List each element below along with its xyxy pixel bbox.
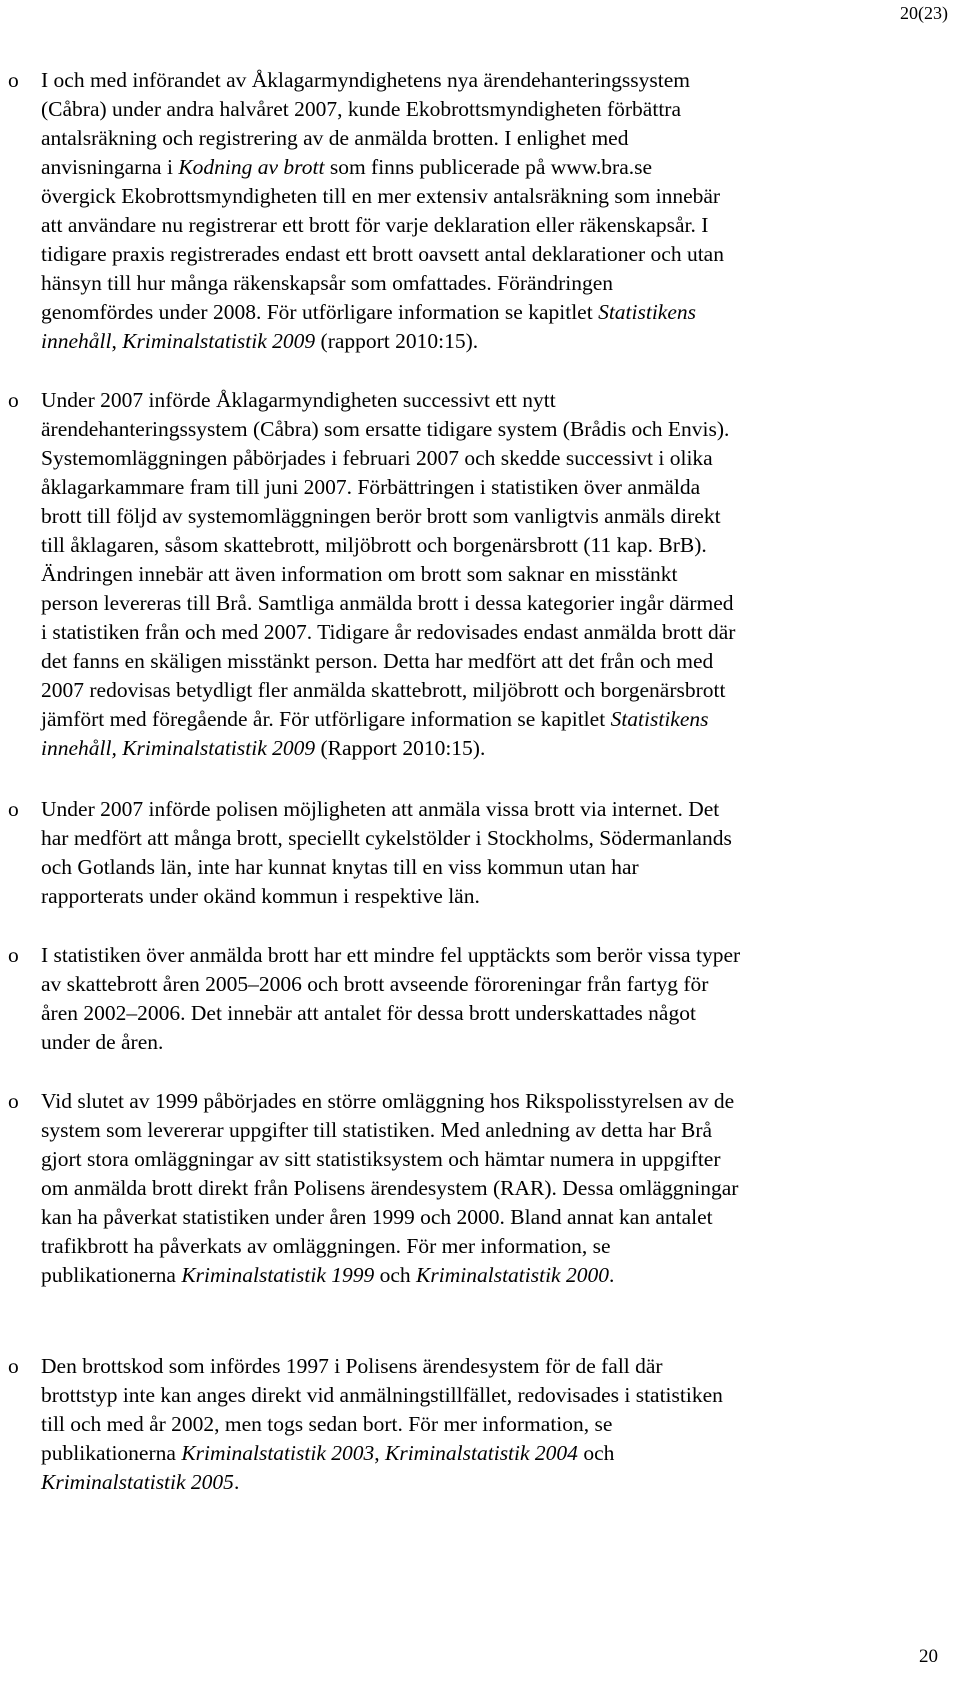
text-run: person levereras till Brå. Samtliga anmälda brott i dessa kategorier ingår därmed — [41, 591, 734, 615]
text-run: (rapport 2010:15). — [315, 329, 479, 353]
text-run: åklagarkammare fram till juni 2007. Förbättringen i statistiken över anmälda — [41, 475, 701, 499]
text-line — [41, 531, 953, 560]
bullet-marker: o — [8, 943, 19, 967]
italic-text: Kriminalstatistik 2005 — [41, 1470, 234, 1494]
text-line — [41, 1028, 953, 1057]
text-run: I statistiken över anmälda brott har ett mindre fel upptäckts som berör vissa typer — [41, 943, 741, 967]
text-run: under de åren. — [41, 1030, 164, 1054]
text-line — [41, 1145, 953, 1174]
text-line — [41, 211, 953, 240]
text-line — [41, 386, 953, 415]
text-line — [41, 734, 953, 763]
text-run: i statistiken från och med 2007. Tidigare år redovisades endast anmälda brott där — [41, 620, 736, 644]
text-run: I och med införandet av Åklagarmyndighetens nya ärendehanteringssystem — [41, 68, 690, 92]
bullet-text — [41, 386, 953, 763]
italic-text: Kriminalstatistik 2009 — [122, 329, 316, 353]
bullet-item-2 — [8, 386, 953, 763]
text-run: gjort stora omläggningar av sitt statistiksystem och hämtar numera in uppgifter — [41, 1147, 721, 1171]
italic-text: Kriminalstatistik 2004 — [385, 1441, 578, 1465]
text-line — [41, 327, 953, 356]
page-indicator: 20(23) — [900, 3, 948, 23]
text-line — [41, 1087, 953, 1116]
text-line — [41, 560, 953, 589]
text-line — [41, 269, 953, 298]
text-run: brott till följd av systemomläggningen berör brott som vanligtvis anmäls direkt — [41, 504, 721, 528]
italic-text: innehåll, Kriminalstatistik 2009 — [41, 736, 316, 760]
text-run: att användare nu registrerar ett brott för varje deklaration eller räkenskapsår. I — [41, 213, 709, 237]
text-run: om anmälda brott direkt från Polisens ärendesystem (RAR). Dessa omläggningar — [41, 1176, 739, 1200]
italic-text: Kriminalstatistik 2000 — [416, 1263, 609, 1287]
text-line — [41, 1410, 953, 1439]
text-run: . — [233, 1470, 240, 1494]
bullet-marker: o — [8, 797, 19, 821]
italic-text: Kriminalstatistik 2003 — [181, 1441, 375, 1465]
text-line — [41, 795, 953, 824]
text-line — [41, 182, 953, 211]
text-run: . — [608, 1263, 615, 1287]
italic-text: Statistikens — [598, 300, 697, 324]
italic-text: Kodning av brott — [178, 155, 325, 179]
text-run: Vid slutet av 1999 påbörjades en större omläggning hos Rikspolisstyrelsen av de — [41, 1089, 735, 1113]
text-run: åren 2002–2006. Det innebär att antalet för dessa brott underskattades något — [41, 1001, 696, 1025]
text-run: trafikbrott ha påverkats av omläggningen. För mer information, se — [41, 1234, 611, 1258]
bullet-text — [41, 1087, 953, 1290]
text-line — [41, 999, 953, 1028]
text-run: genomfördes under 2008. För utförligare information se kapitlet — [41, 300, 599, 324]
text-run: (Rapport 2010:15). — [315, 736, 486, 760]
text-line — [41, 618, 953, 647]
text-line — [41, 124, 953, 153]
text-line — [41, 1261, 953, 1290]
text-line — [41, 1439, 953, 1468]
text-line — [41, 298, 953, 327]
text-run: , — [374, 1441, 385, 1465]
text-line — [41, 444, 953, 473]
bullet-item-3 — [8, 795, 953, 911]
text-line — [41, 853, 953, 882]
text-line — [41, 66, 953, 95]
bullet-marker: o — [8, 1354, 19, 1378]
text-run: Den brottskod som infördes 1997 i Polisens ärendesystem för de fall där — [41, 1354, 663, 1378]
text-line — [41, 1174, 953, 1203]
text-line — [41, 589, 953, 618]
bullet-item-6 — [8, 1352, 953, 1497]
text-run: anvisningarna i — [41, 155, 179, 179]
bullet-text — [41, 941, 953, 1057]
text-run: brottstyp inte kan anges direkt vid anmälningstillfället, redovisades i statistiken — [41, 1383, 723, 1407]
text-run: Under 2007 införde polisen möjligheten att anmäla vissa brott via internet. Det — [41, 797, 720, 821]
text-line — [41, 882, 953, 911]
text-line — [41, 824, 953, 853]
text-run: Systemomläggningen påbörjades i februari 2007 och skedde successivt i olika — [41, 446, 713, 470]
text-run: övergick Ekobrottsmyndigheten till en mer extensiv antalsräkning som innebär — [41, 184, 721, 208]
text-run: har medfört att många brott, speciellt cykelstölder i Stockholms, Södermanlands — [41, 826, 732, 850]
text-run: antalsräkning och registrering av de anmälda brotten. I enlighet med — [41, 126, 629, 150]
text-run: av skattebrott åren 2005–2006 och brott avseende föroreningar från fartyg för — [41, 972, 709, 996]
bullet-text — [41, 1352, 953, 1497]
italic-text: Kriminalstatistik 1999 — [181, 1263, 375, 1287]
text-line — [41, 1232, 953, 1261]
text-run: , — [111, 329, 123, 353]
text-run: som finns publicerade på www.bra.se — [324, 155, 653, 179]
bullet-text — [41, 66, 953, 356]
text-run: Under 2007 införde Åklagarmyndigheten successivt ett nytt — [41, 388, 556, 412]
text-run: till åklagaren, såsom skattebrott, miljöbrott och borgenärsbrott (11 kap. BrB). — [41, 533, 707, 557]
text-line — [41, 647, 953, 676]
bullet-item-1 — [8, 66, 953, 356]
italic-text: innehåll — [41, 329, 112, 353]
text-line — [41, 705, 953, 734]
text-run: kan ha påverkat statistiken under åren 1999 och 2000. Bland annat kan antalet — [41, 1205, 713, 1229]
text-line — [41, 970, 953, 999]
text-run: till och med år 2002, men togs sedan bort. För mer information, se — [41, 1412, 613, 1436]
bullet-marker: o — [8, 388, 19, 412]
bullet-item-4 — [8, 941, 953, 1057]
text-run: (Cåbra) under andra halvåret 2007, kunde Ekobrottsmyndigheten förbättra — [41, 97, 682, 121]
text-line — [41, 240, 953, 269]
text-line — [41, 1352, 953, 1381]
text-line — [41, 941, 953, 970]
text-line — [41, 676, 953, 705]
text-line — [41, 1116, 953, 1145]
text-run: jämfört med föregående år. För utförligare information se kapitlet — [41, 707, 611, 731]
text-line — [41, 473, 953, 502]
text-run: och — [577, 1441, 615, 1465]
text-run: och — [374, 1263, 417, 1287]
text-line — [41, 95, 953, 124]
text-line — [41, 502, 953, 531]
text-run: publikationerna — [41, 1441, 182, 1465]
text-line — [41, 1381, 953, 1410]
text-run: 2007 redovisas betydligt fler anmälda skattebrott, miljöbrott och borgenärsbrott — [41, 678, 726, 702]
text-run: hänsyn till hur många räkenskapsår som omfattades. Förändringen — [41, 271, 613, 295]
text-line — [41, 1203, 953, 1232]
italic-text: Statistikens — [610, 707, 709, 731]
text-run: och Gotlands län, inte har kunnat knytas till en viss kommun utan har — [41, 855, 639, 879]
text-run: publikationerna — [41, 1263, 182, 1287]
text-run: Ändringen innebär att även information om brott som saknar en misstänkt — [41, 562, 678, 586]
text-run: ärendehanteringssystem (Cåbra) som ersatte tidigare system (Brådis och Envis). — [41, 417, 730, 441]
bullet-item-5 — [8, 1087, 953, 1290]
text-run: tidigare praxis registrerades endast ett brott oavsett antal deklarationer och utan — [41, 242, 724, 266]
text-run: det fanns en skäligen misstänkt person. Detta har medfört att det från och med — [41, 649, 714, 673]
bullet-marker: o — [8, 1089, 19, 1113]
bullet-marker: o — [8, 68, 19, 92]
text-run: system som levererar uppgifter till statistiken. Med anledning av detta har Brå — [41, 1118, 713, 1142]
text-line — [41, 153, 953, 182]
text-run: rapporterats under okänd kommun i respektive län. — [41, 884, 480, 908]
text-line — [41, 415, 953, 444]
text-line — [41, 1468, 953, 1497]
bullet-text — [41, 795, 953, 911]
page-number: 20 — [919, 1646, 938, 1667]
